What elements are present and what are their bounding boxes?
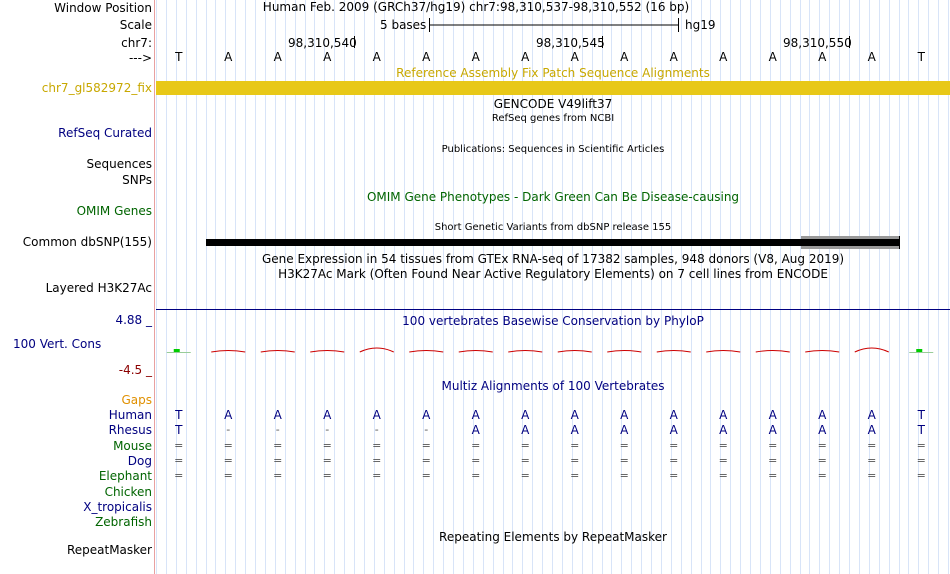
alignment-base: - <box>226 423 231 437</box>
reference-base: A <box>768 50 777 64</box>
phylop-curve <box>558 351 592 353</box>
alignment-base: = <box>768 438 778 452</box>
species-row <box>156 485 950 499</box>
fix-patch-label[interactable]: chr7_gl582972_fix <box>41 81 152 95</box>
scale-text: 5 bases <box>380 18 427 32</box>
phylop-curve <box>459 351 493 353</box>
alignment-base: = <box>223 438 233 452</box>
phylop-max: 4.88 _ <box>115 313 152 327</box>
alignment-base: A <box>471 423 480 438</box>
alignment-base: = <box>471 438 481 452</box>
phylop-label[interactable]: 100 Vert. Cons <box>13 337 102 351</box>
species-row <box>156 423 950 437</box>
reference-base: A <box>323 50 332 64</box>
species-row <box>156 439 950 453</box>
species-label[interactable]: X_tropicalis <box>83 499 152 514</box>
omim-label[interactable]: OMIM Genes <box>76 204 152 218</box>
phylop-curve <box>409 351 443 353</box>
refseq-title[interactable]: RefSeq genes from NCBI <box>491 113 615 124</box>
reference-base: A <box>273 50 282 64</box>
alignment-base: = <box>421 453 431 467</box>
alignment-base: = <box>619 453 629 467</box>
species-row <box>156 469 950 483</box>
species-row <box>156 515 950 529</box>
alignment-base: T <box>917 423 925 438</box>
alignment-base: A <box>669 423 678 438</box>
phylop-curve <box>657 351 691 353</box>
alignment-base: = <box>817 453 827 467</box>
alignment-base: = <box>174 438 184 452</box>
alignment-base: = <box>718 438 728 452</box>
h3k27ac-title[interactable]: H3K27Ac Mark (Often Found Near Active Regulatory Elements) on 7 cell lines from ENCODE <box>278 267 828 281</box>
alignment-base: = <box>273 469 283 483</box>
alignment-base: = <box>174 453 184 467</box>
alignment-base: A <box>521 408 530 422</box>
alignment-base: = <box>322 453 332 467</box>
alignment-base: A <box>818 408 827 422</box>
alignment-base: T <box>917 408 925 422</box>
phylop-curve <box>310 351 344 353</box>
alignment-base: = <box>471 453 481 467</box>
species-row <box>156 500 950 514</box>
alignment-base: = <box>223 453 233 467</box>
tick-label-2: 98,310,545 <box>536 36 605 50</box>
species-label[interactable]: Rhesus <box>108 423 152 438</box>
phylop-curve <box>855 348 889 352</box>
dbsnp-title[interactable]: Short Genetic Variants from dbSNP release 155 <box>434 222 672 233</box>
alignment-base: A <box>719 408 728 422</box>
alignment-base: - <box>424 423 429 437</box>
reference-base: A <box>719 50 728 64</box>
phylop-title[interactable]: 100 vertebrates Basewise Conservation by PhyloP <box>402 314 704 328</box>
alignment-base: = <box>471 469 481 483</box>
repeatmasker-label[interactable]: RepeatMasker <box>66 543 152 557</box>
dbsnp-label[interactable]: Common dbSNP(155) <box>22 235 152 249</box>
alignment-base: = <box>718 453 728 467</box>
fix-patch-title[interactable]: Reference Assembly Fix Patch Sequence Alignments <box>396 66 710 80</box>
alignment-base: = <box>768 469 778 483</box>
alignment-base: = <box>817 469 827 483</box>
publications-title[interactable]: Publications: Sequences in Scientific Articles <box>441 144 665 155</box>
reference-base: A <box>669 50 678 64</box>
alignment-base: = <box>817 438 827 452</box>
tick-label-3: 98,310,550 <box>783 36 852 50</box>
phylop-min: -4.5 _ <box>118 363 152 377</box>
reference-base: A <box>372 50 381 64</box>
phylop-curve <box>211 351 245 353</box>
alignment-base: A <box>620 408 629 422</box>
alignment-base: = <box>916 453 926 467</box>
alignment-base: = <box>867 438 877 452</box>
reference-base: A <box>471 50 480 64</box>
species-label[interactable]: Chicken <box>104 484 152 499</box>
alignment-base: = <box>273 453 283 467</box>
alignment-base: A <box>422 408 431 422</box>
alignment-base: A <box>669 408 678 422</box>
alignment-base: A <box>570 423 579 438</box>
alignment-base: A <box>570 408 579 422</box>
reference-base: A <box>224 50 233 64</box>
publications-label-snps[interactable]: SNPs <box>122 173 152 187</box>
alignment-base: A <box>224 408 233 422</box>
alignment-base: = <box>619 438 629 452</box>
alignment-base: = <box>570 453 580 467</box>
alignment-base: = <box>223 469 233 483</box>
species-label[interactable]: Mouse <box>113 438 152 453</box>
alignment-base: = <box>174 469 184 483</box>
alignment-base: = <box>619 469 629 483</box>
alignment-base: = <box>273 438 283 452</box>
alignment-base: A <box>867 408 876 422</box>
species-row <box>156 408 950 422</box>
alignment-base: T <box>175 423 183 438</box>
phylop-curve <box>508 351 542 353</box>
species-row <box>156 454 950 468</box>
alignment-base: = <box>768 453 778 467</box>
alignment-base: A <box>768 408 777 422</box>
alignment-base: A <box>719 423 728 438</box>
alignment-base: = <box>570 469 580 483</box>
alignment-base: = <box>322 438 332 452</box>
alignment-base: - <box>275 423 280 437</box>
window-position-label: Window Position <box>54 1 152 15</box>
alignment-base: = <box>372 438 382 452</box>
scale-label: Scale <box>119 18 152 32</box>
gtex-title[interactable]: Gene Expression in 54 tissues from GTEx RNA-seq of 17382 samples, 948 donors (V8, Aug 2019) <box>261 252 845 266</box>
h3k27ac-label[interactable]: Layered H3K27Ac <box>45 281 152 295</box>
phylop-curve <box>360 348 394 352</box>
alignment-base: A <box>768 423 777 438</box>
strand-label: ---> <box>128 51 152 65</box>
reference-base: A <box>521 50 530 64</box>
multiz-title[interactable]: Multiz Alignments of 100 Vertebrates <box>441 379 665 393</box>
alignment-base: - <box>325 423 330 437</box>
scale-db: hg19 <box>685 18 716 32</box>
reference-base: A <box>818 50 827 64</box>
phylop-curve <box>607 351 641 353</box>
alignment-base: A <box>372 408 381 422</box>
alignment-base: = <box>372 469 382 483</box>
alignment-base: A <box>323 408 332 422</box>
assembly-position: Human Feb. 2009 (GRCh37/hg19) chr7:98,310,537-98,310,552 (16 bp) <box>262 0 690 14</box>
gencode-title[interactable]: GENCODE V49lift37 <box>493 97 613 111</box>
reference-base: A <box>570 50 579 64</box>
alignment-base: = <box>867 453 877 467</box>
gaps-label[interactable]: Gaps <box>121 393 152 407</box>
alignment-base: A <box>273 408 282 422</box>
alignment-base: A <box>818 423 827 438</box>
omim-title[interactable]: OMIM Gene Phenotypes - Dark Green Can Be Disease-causing <box>366 190 740 204</box>
alignment-base: = <box>421 438 431 452</box>
refseq-label[interactable]: RefSeq Curated <box>58 126 152 140</box>
alignment-base: = <box>916 438 926 452</box>
reference-base: T <box>917 50 925 64</box>
alignment-base: = <box>916 469 926 483</box>
alignment-base: = <box>520 469 530 483</box>
reference-base: A <box>422 50 431 64</box>
alignment-base: = <box>669 469 679 483</box>
repeatmasker-title[interactable]: Repeating Elements by RepeatMasker <box>439 530 667 544</box>
alignment-base: T <box>175 408 183 422</box>
chrom-label: chr7: <box>121 36 152 50</box>
phylop-curve <box>261 351 295 353</box>
tick-label-1: 98,310,540 <box>288 36 357 50</box>
alignment-base: = <box>669 438 679 452</box>
alignment-base: = <box>322 469 332 483</box>
alignment-base: = <box>669 453 679 467</box>
alignment-base: A <box>521 423 530 438</box>
alignment-base: = <box>570 438 580 452</box>
phylop-curve <box>756 351 790 353</box>
reference-base: A <box>867 50 876 64</box>
alignment-base: = <box>520 438 530 452</box>
reference-base: T <box>175 50 183 64</box>
alignment-base: A <box>620 423 629 438</box>
alignment-base: = <box>421 469 431 483</box>
reference-base: A <box>620 50 629 64</box>
publications-label-sequences[interactable]: Sequences <box>86 157 152 171</box>
species-label[interactable]: Dog <box>127 453 152 468</box>
alignment-base: = <box>520 453 530 467</box>
alignment-base: A <box>471 408 480 422</box>
alignment-base: - <box>374 423 379 437</box>
alignment-base: = <box>372 453 382 467</box>
phylop-curve <box>805 351 839 353</box>
species-label[interactable]: Human <box>108 408 152 422</box>
phylop-curve <box>706 351 740 353</box>
species-label[interactable]: Elephant <box>98 469 152 484</box>
alignment-base: = <box>718 469 728 483</box>
alignment-base: A <box>867 423 876 438</box>
alignment-base: = <box>867 469 877 483</box>
species-label[interactable]: Zebrafish <box>95 515 152 530</box>
